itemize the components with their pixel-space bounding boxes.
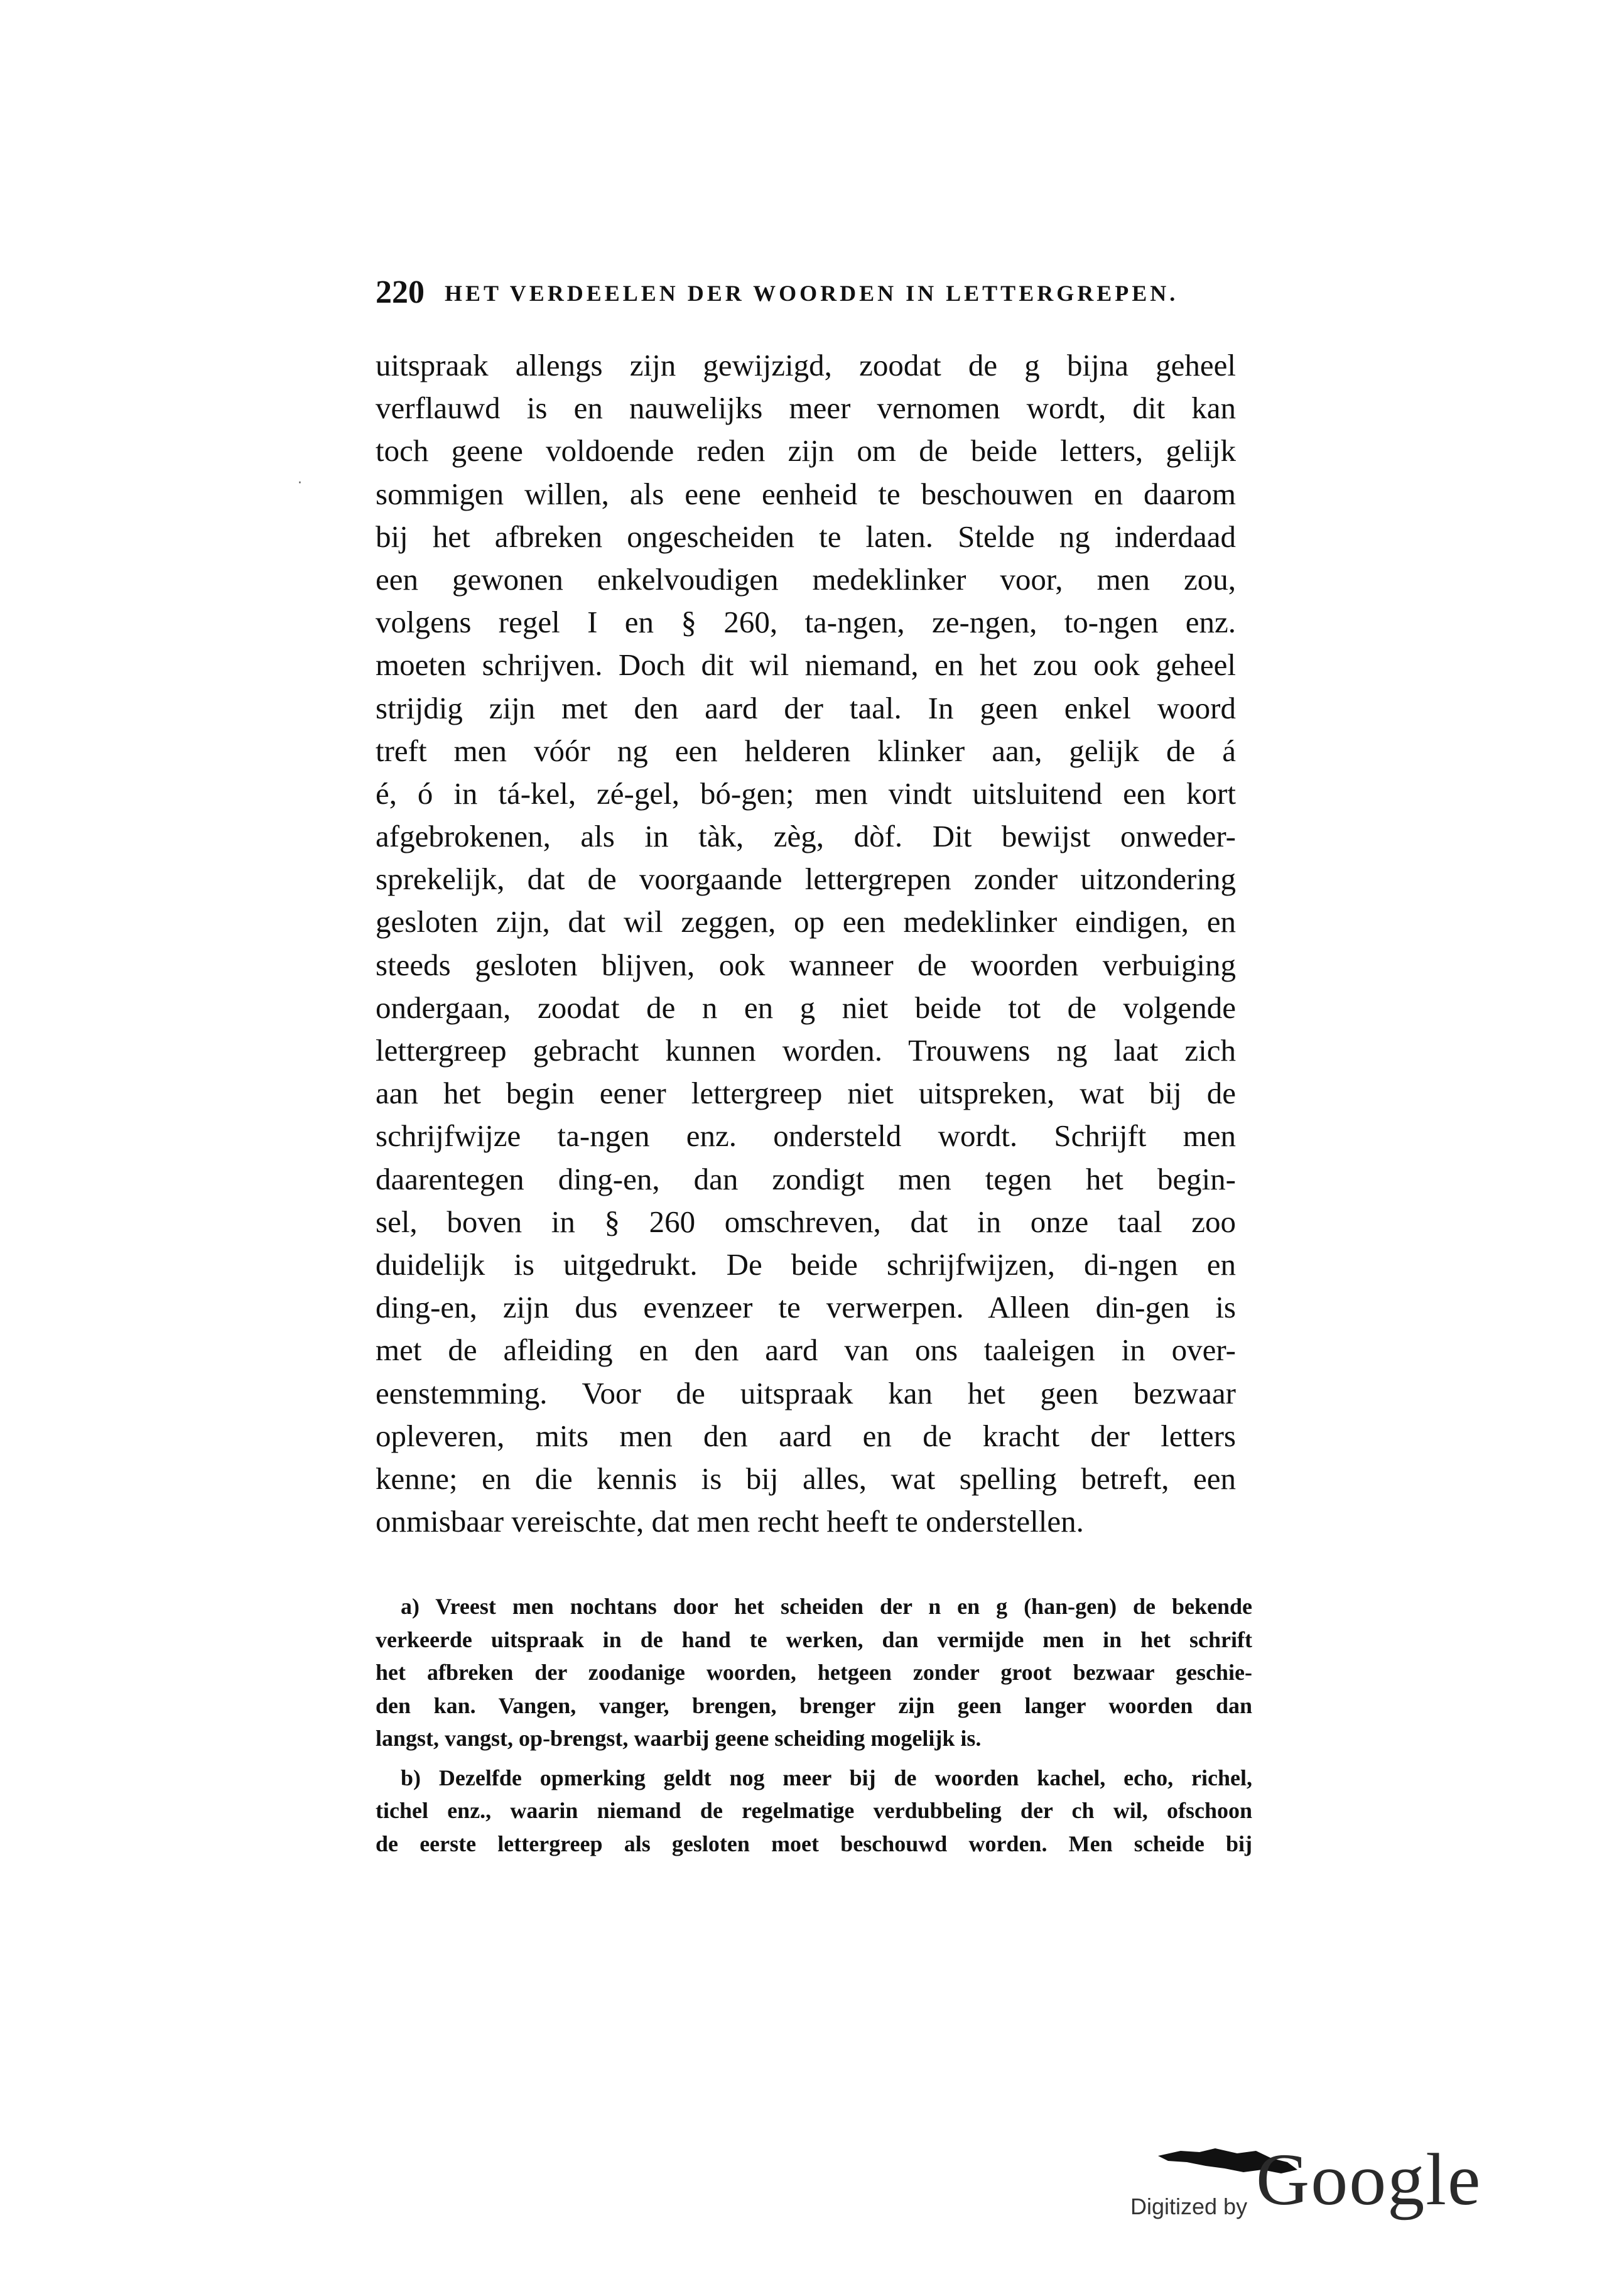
footnote-line: b) Dezelfde opmerking geldt nog meer bij de woorden kachel, echo, richel, [401, 1765, 1252, 1790]
body-line: aan het begin eener lettergreep niet uitspreken, wat bij de [376, 1076, 1236, 1111]
google-logo-text: Google [1256, 2138, 1482, 2221]
body-line: een gewonen enkelvoudigen medeklinker voor, men zou, [376, 561, 1236, 597]
body-line: opleveren, mits men den aard en de kracht der letters [376, 1418, 1236, 1453]
body-line: volgens regel I en § 260, ta-ngen, ze-ngen, to-ngen enz. [376, 605, 1236, 640]
body-line: schrijfwijze ta-ngen enz. ondersteld wordt. Schrijft men [376, 1118, 1236, 1154]
body-line: sprekelijk, dat de voorgaande lettergrepen zonder uitzondering [376, 862, 1236, 897]
body-line: moeten schrijven. Doch dit wil niemand, en het zou ook geheel [376, 647, 1236, 683]
margin-dot: · [298, 475, 302, 491]
footnote-line: tichel enz., waarin niemand de regelmatige verdubbeling der ch wil, ofschoon [376, 1798, 1252, 1823]
body-line: verflauwd is en nauwelijks meer vernomen wordt, dit kan [376, 391, 1236, 426]
body-line: kenne; en die kennis is bij alles, wat spelling betreft, een [376, 1461, 1236, 1496]
body-line: steeds gesloten blijven, ook wanneer de woorden verbuiging [376, 947, 1236, 982]
footnote-line: verkeerde uitspraak in de hand te werken, dan vermijde men in het schrift [376, 1626, 1252, 1652]
digitized-by-label: Digitized by [1130, 2194, 1248, 2219]
body-line: lettergreep gebracht kunnen worden. Trouwens ng laat zich [376, 1033, 1236, 1068]
body-line: toch geene voldoende reden zijn om de beide letters, gelijk [376, 433, 1236, 468]
body-text [376, 344, 1236, 1543]
page-number: 220 [376, 274, 425, 310]
body-line: ondergaan, zoodat de n en g niet beide tot de volgende [376, 990, 1236, 1025]
body-line: daarentegen ding-en, dan zondigt men tegen het begin- [376, 1161, 1236, 1196]
footnote-line: de eerste lettergreep als gesloten moet beschouwd worden. Men scheide bij [376, 1831, 1252, 1856]
running-title: HET VERDEELEN DER WOORDEN IN LETTERGREPEN. [445, 281, 1179, 306]
google-watermark [1130, 2132, 1482, 2239]
body-line: sommigen willen, als eene eenheid te beschouwen en daarom [376, 476, 1236, 511]
body-line: duidelijk is uitgedrukt. De beide schrijfwijzen, di-ngen en [376, 1247, 1236, 1282]
body-line: strijdig zijn met den aard der taal. In geen enkel woord [376, 690, 1236, 725]
footnote-line: het afbreken der zoodanige woorden, hetgeen zonder groot bezwaar geschie- [376, 1660, 1252, 1685]
footnote-line: langst, vangst, op-brengst, waarbij geene scheiding mogelijk is. [376, 1726, 982, 1751]
body-line: sel, boven in § 260 omschreven, dat in onze taal zoo [376, 1204, 1236, 1239]
footnote-line: den kan. Vangen, vanger, brengen, brenger zijn geen langer woorden dan [376, 1692, 1252, 1718]
body-line: uitspraak allengs zijn gewijzigd, zoodat de g bijna geheel [376, 348, 1236, 382]
footnotes [376, 1590, 1252, 1866]
footnote-b [376, 1761, 1252, 1861]
body-line: afgebrokenen, als in tàk, zèg, dòf. Dit bewijst onweder- [376, 819, 1236, 854]
footnote-line: a) Vreest men nochtans door het scheiden der n en g (han-gen) de bekende [401, 1594, 1252, 1619]
body-line: é, ó in tá-kel, zé-gel, bó-gen; men vindt uitsluitend een kort [376, 776, 1236, 811]
footnote-a [376, 1590, 1252, 1755]
body-line: gesloten zijn, dat wil zeggen, op een medeklinker eindigen, en [376, 904, 1236, 939]
page-header [376, 274, 1217, 318]
body-line: eenstemming. Voor de uitspraak kan het geen bezwaar [376, 1375, 1236, 1410]
body-line: onmisbaar vereischte, dat men recht heeft te onderstellen. [376, 1504, 1084, 1539]
body-line: met de afleiding en den aard van ons taaleigen in over- [376, 1333, 1236, 1368]
body-line: bij het afbreken ongescheiden te laten. Stelde ng inderdaad [376, 519, 1236, 554]
body-line: treft men vóór ng een helderen klinker aan, gelijk de á [376, 733, 1236, 768]
body-line: ding-en, zijn dus evenzeer te verwerpen. Alleen din-gen is [376, 1290, 1236, 1325]
